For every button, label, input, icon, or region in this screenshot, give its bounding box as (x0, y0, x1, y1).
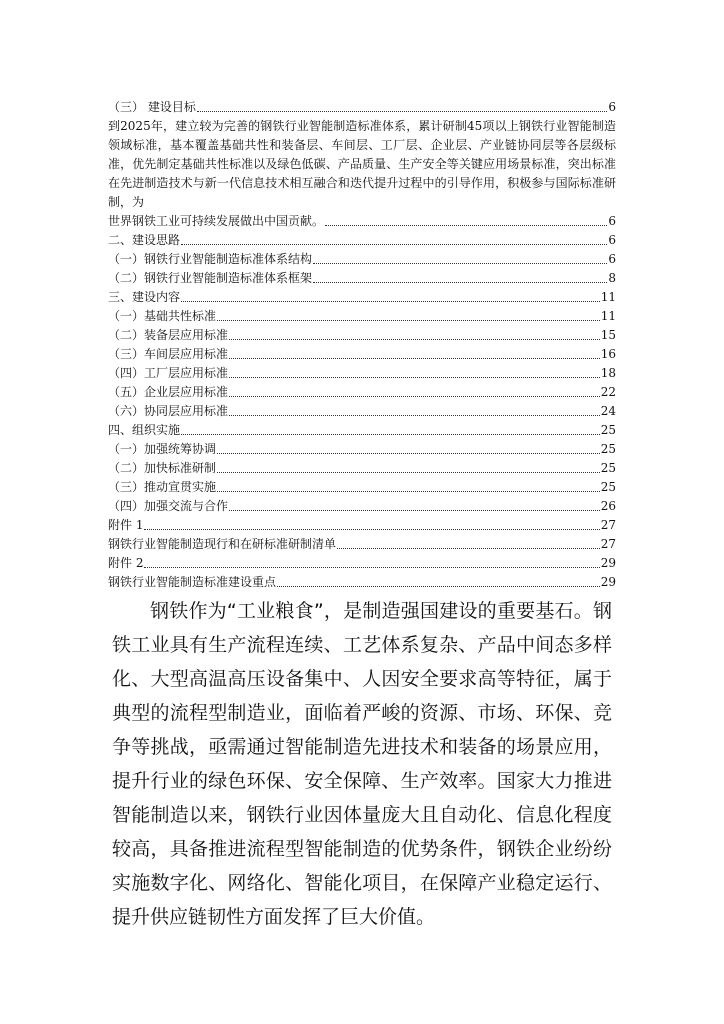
toc-entry-page: 25 (600, 461, 616, 475)
toc-entry-page: 18 (600, 366, 616, 380)
toc-leader-dots (229, 414, 600, 416)
toc-leader-dots (217, 319, 600, 321)
toc-entry[interactable] (108, 478, 616, 497)
toc-entry-page: 24 (600, 404, 616, 418)
toc-entry[interactable] (108, 440, 616, 459)
toc-leader-dots (229, 357, 600, 359)
toc-entry[interactable] (108, 364, 616, 383)
toc-leader-dots (229, 395, 600, 397)
toc-leader-dots (181, 433, 600, 435)
toc-entry-page: 29 (600, 556, 616, 570)
toc-leader-dots (313, 262, 607, 264)
toc-entry-label: 四、组织实施 (108, 423, 181, 437)
toc-leader-dots (181, 243, 607, 245)
toc-entry-label: （四）工厂层应用标准 (108, 366, 229, 380)
toc-entry[interactable] (108, 307, 616, 326)
toc-entry-page: 26 (600, 499, 616, 513)
toc-entry-label: 钢铁行业智能制造现行和在研标准研制清单 (108, 537, 337, 551)
toc-leader-dots (217, 452, 600, 454)
toc-entry-page: 29 (600, 575, 616, 589)
toc-leader-dots (313, 281, 607, 283)
toc-leader-dots (229, 376, 600, 378)
toc-leader-dots (144, 566, 599, 568)
toc-entry-label: （一）基础共性标准 (108, 309, 217, 323)
toc-leader-dots (144, 528, 599, 530)
toc-entry-label: 三、建设内容 (108, 290, 181, 304)
toc-leader-dots (217, 471, 600, 473)
toc-entry[interactable] (108, 345, 616, 364)
toc-goal-paragraph[interactable] (108, 117, 616, 212)
toc-entry[interactable] (108, 288, 616, 307)
toc-entry-page: 11 (600, 309, 616, 323)
toc-entry-label: 二、建设思路 (108, 233, 181, 247)
toc-entry-page: 11 (600, 290, 616, 304)
toc-entry-label: 附件 2 (108, 556, 144, 570)
toc-entry[interactable] (108, 516, 616, 535)
toc-entry[interactable] (108, 459, 616, 478)
toc-entry[interactable] (108, 326, 616, 345)
body-paragraph: 钢铁作为“工业粮食”，是制造强国建设的重要基石。钢铁工业具有生产流程连续、工艺体系复杂、产品中间态多样化、大型高温高压设备集中、人因安全要求高等特征，属于典型的流程型制造业，面临着严峻的资源、市场、环保、竞争等挑战，亟需通过智能制造先进技术和装备的场景应用，提升行业的绿色环保、安全保障、生产效率。国家大力推进智能制造以来，钢铁行业因体量庞大且自动化、信息化程度较高，具备推进流程型智能制造的优势条件，钢铁企业纷纷实施数字化、网络化、智能化项目，在保障产业稳定运行、提升供应链韧性方面发挥了巨大价值。 (112, 600, 612, 928)
toc-entry-label: （二）装备层应用标准 (108, 328, 229, 342)
toc-entry-page: 27 (600, 537, 616, 551)
toc-entry-page: 6 (608, 252, 616, 266)
toc-entry-page: 22 (600, 385, 616, 399)
toc-leader-dots (229, 338, 600, 340)
toc-entry-page: 25 (600, 423, 616, 437)
toc-goal-text: 到2025年，建立较为完善的钢铁行业智能制造标准体系，累计研制45项以上钢铁行业智能制造领域标准，基本覆盖基础共性和装备层、车间层、工厂层、企业层、产业链协同层等各层级标准，优先制定基础共性标准以及绿色低碳、产品质量、生产安全等关键应用场景标准，突出标准在先进制造技术与新一代信息技术相互融合和迭代提升过程中的引导作用，积极参与国际标准研制，为 (108, 119, 616, 209)
toc-entry-label: （四）加强交流与合作 (108, 499, 229, 513)
toc-entry-page: 15 (600, 328, 616, 342)
toc-entry[interactable] (108, 573, 616, 592)
toc-goal-last-line[interactable] (108, 212, 616, 231)
toc-entry-page: 6 (608, 233, 616, 247)
toc-entry-page: 16 (600, 347, 616, 361)
toc-entry-label: （一）加强统筹协调 (108, 442, 217, 456)
toc-entry[interactable] (108, 383, 616, 402)
toc-entry-page: 27 (600, 518, 616, 532)
toc-leader-dots (325, 224, 607, 226)
toc-entry-label: （三）推动宣贯实施 (108, 480, 217, 494)
toc-leader-dots (217, 490, 600, 492)
toc-entry-page: 8 (608, 271, 616, 285)
toc-entry-label: （二）钢铁行业智能制造标准体系框架 (108, 271, 313, 285)
toc-entry-label: 钢铁行业智能制造标准建设重点 (108, 575, 277, 589)
toc-entry-label: （三）车间层应用标准 (108, 347, 229, 361)
toc-leader-dots (181, 300, 600, 302)
toc-entry[interactable] (108, 554, 616, 573)
toc-goal-last-text: 世界钢铁工业可持续发展做出中国贡献。 (108, 214, 325, 228)
toc-entry-label: （五）企业层应用标准 (108, 385, 229, 399)
toc-entry-label: （二）加快标准研制 (108, 461, 217, 475)
toc-entry[interactable] (108, 421, 616, 440)
toc-entry-label: （三） 建设目标 (108, 100, 196, 114)
toc-entry[interactable] (108, 98, 616, 117)
table-of-contents (108, 98, 616, 592)
toc-leader-dots (197, 110, 608, 112)
toc-entry-page: 25 (600, 442, 616, 456)
toc-entry-list (108, 231, 616, 592)
toc-entry-page: 6 (608, 100, 616, 114)
toc-entry-label: （一）钢铁行业智能制造标准体系结构 (108, 252, 313, 266)
toc-entry[interactable] (108, 497, 616, 516)
toc-entry[interactable] (108, 231, 616, 250)
toc-leader-dots (337, 547, 600, 549)
toc-entry[interactable] (108, 402, 616, 421)
toc-leader-dots (277, 585, 600, 587)
toc-entry-label: （六）协同层应用标准 (108, 404, 229, 418)
toc-entry[interactable] (108, 250, 616, 269)
toc-entry[interactable] (108, 269, 616, 288)
toc-entry-page: 6 (608, 214, 616, 228)
toc-entry[interactable] (108, 535, 616, 554)
toc-entry-label: 附件 1 (108, 518, 144, 532)
toc-entry-page: 25 (600, 480, 616, 494)
toc-leader-dots (229, 509, 600, 511)
